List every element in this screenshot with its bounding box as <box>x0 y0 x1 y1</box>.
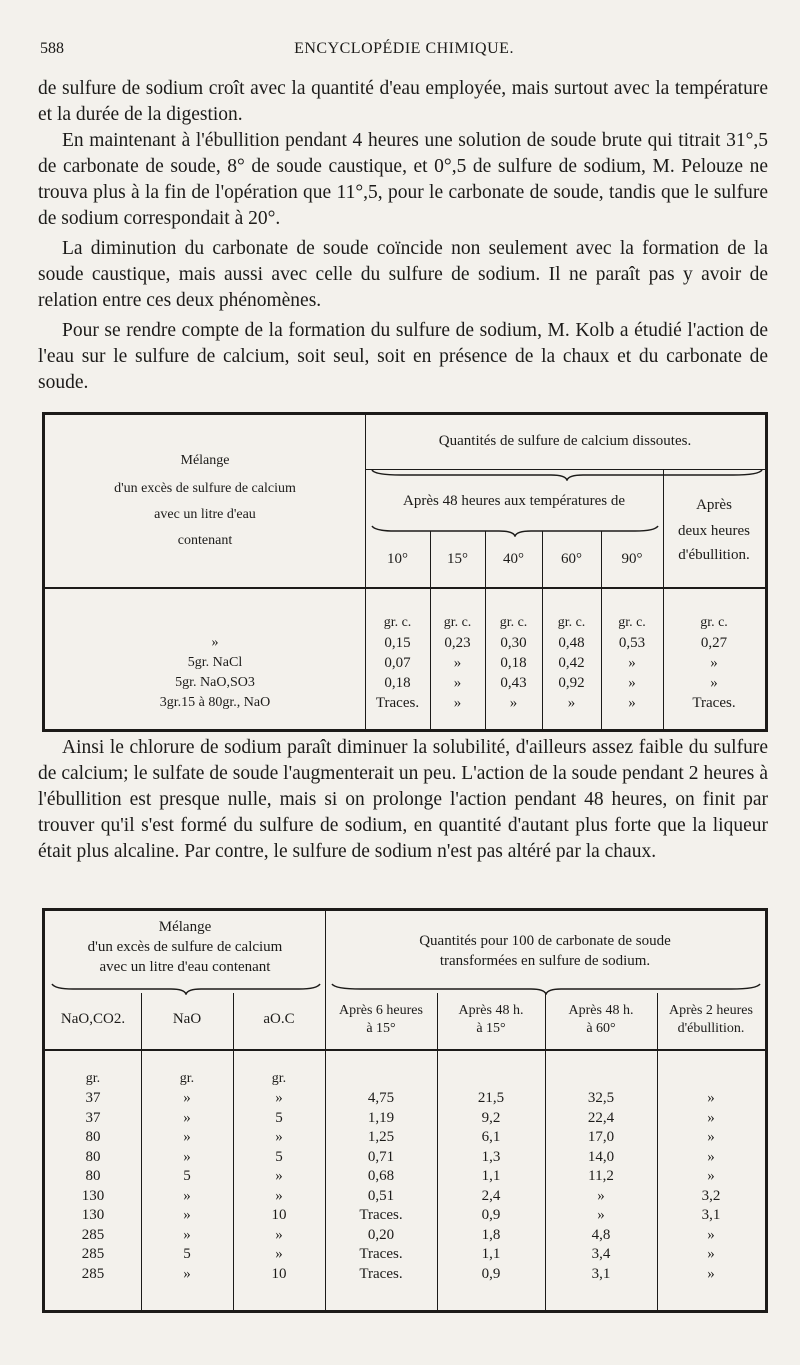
value-cell: 0,48 <box>558 635 585 651</box>
mix-cell: 5gr. NaO,SO3 <box>175 675 255 690</box>
page-number: 588 <box>40 40 64 57</box>
value-cell: » <box>275 1246 283 1262</box>
value-cell: 32,5 <box>587 1090 615 1106</box>
brace-icon <box>51 983 321 995</box>
value-cell: » <box>707 1246 715 1262</box>
value-cell: » <box>710 655 718 671</box>
value-cell: 0,18 <box>500 655 527 671</box>
value-cell: 0,53 <box>618 635 646 651</box>
column-header-nao: NaO <box>172 1011 202 1027</box>
column-header-caoc: aO.C <box>263 1011 295 1027</box>
value-cell: 3,1 <box>701 1207 721 1223</box>
value-cell: » <box>628 655 636 671</box>
value-cell: 11,2 <box>588 1168 614 1184</box>
column-boil <box>657 1089 765 1284</box>
value-cell: » <box>628 675 636 691</box>
value-cell: Traces. <box>375 695 420 711</box>
temp-header: 15° <box>447 551 468 567</box>
value-cell: 10 <box>271 1207 287 1223</box>
transformed-header: transformées en sulfure de sodium. <box>439 953 651 969</box>
running-header <box>40 40 768 64</box>
value-cell: 0,68 <box>367 1168 395 1184</box>
value-cell: 10 <box>271 1265 287 1282</box>
value-cell: » <box>567 695 576 711</box>
value-cell: 0,07 <box>384 655 411 671</box>
value-cell: » <box>628 695 636 711</box>
transformed-header: Quantités pour 100 de carbonate de soude <box>419 933 671 949</box>
value-cell: 1,3 <box>481 1148 501 1165</box>
temp-header: 60° <box>561 551 582 567</box>
mix-header-line: d'un excès de sulfure de calcium <box>87 939 283 955</box>
value-cell: 5 <box>183 1168 191 1184</box>
mix-cell: 3gr.15 à 80gr., NaO <box>159 695 271 710</box>
value-cell: » <box>183 1187 191 1204</box>
value-cell: » <box>183 1090 191 1106</box>
value-cell: 14,0 <box>587 1148 615 1165</box>
value-cell: » <box>707 1226 715 1243</box>
value-cell: 0,18 <box>384 675 411 691</box>
value-cell: 22,4 <box>587 1109 615 1126</box>
temp-header: 10° <box>387 551 408 567</box>
value-cell: 0,9 <box>481 1207 501 1223</box>
value-cell: 130 <box>81 1187 105 1204</box>
value-cell: 5 <box>275 1148 283 1165</box>
mix-cell: 5gr. NaCl <box>187 655 243 670</box>
value-cell: 0,20 <box>367 1226 395 1243</box>
value-cell: » <box>707 1148 715 1165</box>
value-cell: » <box>597 1187 605 1204</box>
value-cell: 0,15 <box>384 635 411 651</box>
time-header: à 15° <box>476 1021 506 1036</box>
unit-label: gr. c. <box>443 615 472 630</box>
mix-header-title: Mélange <box>158 919 212 935</box>
value-cell: » <box>509 695 518 711</box>
boiling-header: Après <box>696 497 732 513</box>
value-cell: » <box>183 1207 191 1223</box>
paragraph-4: Pour se rendre compte de la formation du sulfure de sodium, M. Kolb a étudié l'action de l'eau sur le sulfure de calcium, soit seul, soit en présence de la chaux et du carbonate de soude. <box>38 320 768 393</box>
unit-label: gr. <box>179 1071 195 1086</box>
boiling-header: deux heures <box>677 523 751 539</box>
value-cell: 80 <box>85 1168 101 1184</box>
unit-label: gr. <box>271 1071 287 1086</box>
value-cell: 285 <box>81 1265 105 1282</box>
temp-header: 40° <box>503 551 524 567</box>
value-cell: 21,5 <box>477 1090 505 1106</box>
value-cell: 0,43 <box>500 675 527 691</box>
value-cell: 1,8 <box>481 1226 501 1243</box>
time-header: Après 48 h. <box>458 1003 524 1018</box>
unit-label: gr. c. <box>618 615 646 630</box>
value-cell: 9,2 <box>481 1109 501 1126</box>
mix-header-line: avec un litre d'eau contenant <box>99 959 271 975</box>
time-header: Après 6 heures <box>339 1003 423 1018</box>
value-cell: 3,1 <box>591 1265 611 1282</box>
value-cell: 1,1 <box>481 1168 501 1184</box>
column-nao <box>141 1089 233 1284</box>
mix-cell: » <box>211 635 219 650</box>
value-cell: 0,30 <box>500 635 527 651</box>
value-cell: 80 <box>85 1148 101 1165</box>
value-cell: 0,71 <box>367 1148 395 1165</box>
value-cell: » <box>707 1129 715 1145</box>
value-cell: » <box>597 1207 605 1223</box>
dissolved-header: Quantités de sulfure de calcium dissoutes. <box>438 433 692 449</box>
value-cell: 17,0 <box>587 1129 615 1145</box>
table-rule <box>45 1049 765 1051</box>
mix-header-line: contenant <box>177 533 233 548</box>
unit-label: gr. c. <box>499 615 528 630</box>
value-cell: 1,25 <box>367 1129 395 1145</box>
conversion-table <box>42 908 768 1313</box>
value-cell: 0,27 <box>700 635 728 651</box>
value-cell: 285 <box>81 1246 105 1262</box>
boiling-header: d'ébullition. <box>678 547 750 563</box>
column-header-naco: NaO,CO2. <box>60 1011 126 1027</box>
after48-header: Après 48 heures aux températures de <box>403 493 625 509</box>
value-cell: Traces. <box>359 1207 403 1223</box>
value-cell: » <box>183 1148 191 1165</box>
value-cell: Traces. <box>692 695 736 711</box>
time-header: Après 2 heures <box>669 1003 753 1018</box>
value-cell: 2,4 <box>481 1187 501 1204</box>
value-cell: 285 <box>81 1226 105 1243</box>
paragraph-5: Ainsi le chlorure de sodium paraît diminuer la solubilité, d'ailleurs assez faible du sulfure de calcium; le sulfate de soude l'augmenterait un peu. L'action de la soude pendant 2 heures à l'ébullition est presque nulle, mais si on prolonge l'action pendant 48 heures, on finit par trouver qu'il s'est formé du sulfure de sodium, en quantité d'autant plus forte que la liqueur était plus alcaline. Par contre, le sulfure de sodium n'est pas altéré par la chaux. <box>38 737 768 862</box>
column-h6-15 <box>325 1089 437 1284</box>
value-cell: 0,9 <box>481 1265 501 1282</box>
unit-label: gr. c. <box>383 615 412 630</box>
value-cell: » <box>707 1090 715 1106</box>
value-cell: » <box>710 675 718 691</box>
value-cell: 3,2 <box>701 1187 721 1204</box>
value-cell: » <box>453 695 462 711</box>
column-h48-60 <box>545 1089 657 1284</box>
solubility-table <box>42 412 768 732</box>
value-cell: 1,19 <box>367 1109 395 1126</box>
value-cell: 5 <box>275 1109 283 1126</box>
value-cell: » <box>707 1109 715 1126</box>
value-cell: 6,1 <box>481 1129 501 1145</box>
table-rule <box>45 587 765 589</box>
time-header: à 15° <box>366 1021 396 1036</box>
mix-header-line: avec un litre d'eau <box>154 507 256 522</box>
brace-icon <box>331 983 761 995</box>
value-cell: » <box>183 1226 191 1243</box>
value-cell: Traces. <box>359 1246 403 1262</box>
value-cell: » <box>275 1187 283 1204</box>
paragraph-3: La diminution du carbonate de soude coïncide non seulement avec la formation de la soude caustique, mais aussi avec celle du sulfure de sodium. Il ne paraît pas y avoir de relation entre ces deux phénomènes. <box>38 238 768 311</box>
value-cell: » <box>453 675 462 691</box>
mix-header-title: Mélange <box>180 453 230 468</box>
paragraph-2: En maintenant à l'ébullition pendant 4 heures une solution de soude brute qui titrait 31°,5 de carbonate de soude, 8° de soude caustique, et 0°,5 de sulfure de sodium, M. Pelouze ne trouva plus à la fin de l'opération que 11°,5, pour le carbonate de soude, tandis que le sulfure de sodium correspondait à 20°. <box>38 130 768 229</box>
value-cell: » <box>275 1129 283 1145</box>
value-cell: 4,8 <box>591 1226 611 1243</box>
brace-icon <box>371 525 659 537</box>
value-cell: 37 <box>85 1109 101 1126</box>
unit-label: gr. c. <box>700 615 728 630</box>
time-header: Après 48 h. <box>568 1003 634 1018</box>
value-cell: » <box>183 1129 191 1145</box>
value-cell: 4,75 <box>367 1090 395 1106</box>
time-header: d'ébullition. <box>677 1021 745 1036</box>
paragraph-1: de sulfure de sodium croît avec la quantité d'eau employée, mais surtout avec la température et la durée de la digestion. <box>38 78 768 125</box>
value-cell: 130 <box>81 1207 105 1223</box>
value-cell: 0,51 <box>367 1187 395 1204</box>
value-cell: » <box>453 655 462 671</box>
column-naco <box>45 1089 141 1284</box>
value-cell: » <box>275 1226 283 1243</box>
brace-icon <box>371 469 763 481</box>
value-cell: 80 <box>85 1129 101 1145</box>
value-cell: » <box>275 1168 283 1184</box>
value-cell: » <box>183 1265 191 1282</box>
temp-header: 90° <box>621 551 643 567</box>
value-cell: 0,92 <box>558 675 585 691</box>
value-cell: 0,23 <box>444 635 471 651</box>
column-h48-15 <box>437 1089 545 1284</box>
value-cell: » <box>707 1265 715 1282</box>
value-cell: 0,42 <box>558 655 585 671</box>
value-cell: » <box>707 1168 715 1184</box>
mix-header-line: d'un excès de sulfure de calcium <box>114 481 296 496</box>
value-cell: 37 <box>85 1090 101 1106</box>
value-cell: » <box>183 1109 191 1126</box>
running-title: ENCYCLOPÉDIE CHIMIQUE. <box>294 40 514 57</box>
column-caoc <box>233 1089 325 1284</box>
unit-label: gr. c. <box>557 615 586 630</box>
value-cell: 5 <box>183 1246 191 1262</box>
value-cell: 1,1 <box>481 1246 501 1262</box>
time-header: à 60° <box>586 1021 616 1036</box>
value-cell: 3,4 <box>591 1246 611 1262</box>
unit-label: gr. <box>85 1071 101 1086</box>
value-cell: Traces. <box>359 1265 403 1282</box>
value-cell: » <box>275 1090 283 1106</box>
